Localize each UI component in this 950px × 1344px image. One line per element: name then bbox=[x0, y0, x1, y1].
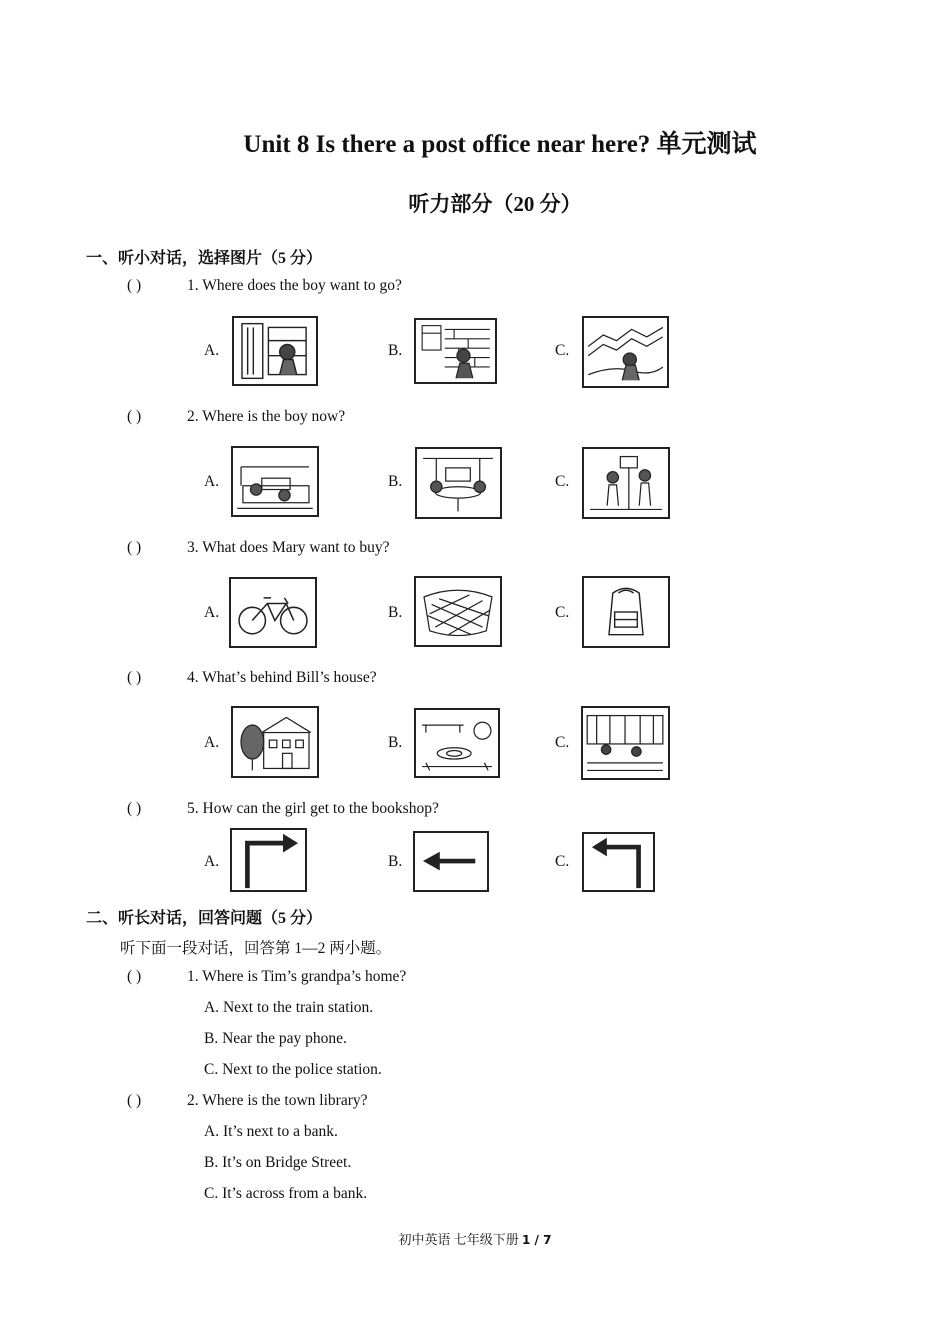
answer-choice: B. It’s on Bridge Street. bbox=[204, 1154, 352, 1171]
answer-choice: B. Near the pay phone. bbox=[204, 1030, 347, 1047]
answer-choice: A. Next to the train station. bbox=[204, 999, 374, 1016]
option-label: A. bbox=[204, 734, 220, 751]
option-label: C. bbox=[555, 342, 570, 359]
great-wall-icon bbox=[582, 316, 669, 388]
option-label: A. bbox=[204, 604, 220, 621]
bicycle-icon bbox=[229, 577, 317, 648]
street-scene-icon bbox=[231, 446, 319, 517]
turn-left-arrow-icon bbox=[582, 832, 655, 892]
question-text: 2. Where is the boy now? bbox=[187, 408, 346, 425]
option-label: C. bbox=[555, 734, 570, 751]
answer-choice: C. Next to the police station. bbox=[204, 1061, 382, 1078]
section1-heading: 一、听小对话，选择图片（5 分） bbox=[86, 250, 323, 267]
backpack-icon bbox=[582, 576, 670, 648]
answer-paren: ( ) bbox=[127, 277, 142, 294]
question-text: 1. Where does the boy want to go? bbox=[187, 277, 402, 294]
footer-label: 初中英语 七年级下册 bbox=[398, 1232, 519, 1247]
street-buildings-icon bbox=[581, 706, 670, 780]
section2-instruction: 听下面一段对话，回答第 1—2 两小题。 bbox=[120, 940, 392, 957]
house-with-tree-icon bbox=[231, 706, 319, 778]
option-label: B. bbox=[388, 342, 403, 359]
answer-choice: A. It’s next to a bank. bbox=[204, 1123, 338, 1140]
question-text: 4. What’s behind Bill’s house? bbox=[187, 669, 377, 686]
page-footer bbox=[0, 1229, 950, 1248]
option-label: C. bbox=[555, 853, 570, 870]
option-label: B. bbox=[388, 604, 403, 621]
option-label: C. bbox=[555, 473, 570, 490]
question-text: 5. How can the girl get to the bookshop? bbox=[187, 800, 439, 817]
section2-heading: 二、听长对话，回答问题（5 分） bbox=[86, 910, 323, 927]
question-text: 2. Where is the town library? bbox=[187, 1092, 368, 1109]
park-icon bbox=[414, 708, 500, 778]
option-label: A. bbox=[204, 853, 220, 870]
basket-icon bbox=[414, 576, 502, 647]
answer-choice: C. It’s across from a bank. bbox=[204, 1185, 368, 1202]
school-gate-icon bbox=[232, 316, 318, 386]
question-text: 1. Where is Tim’s grandpa’s home? bbox=[187, 968, 407, 985]
option-label: C. bbox=[555, 604, 570, 621]
question-text: 3. What does Mary want to buy? bbox=[187, 539, 390, 556]
answer-paren: ( ) bbox=[127, 539, 142, 556]
answer-paren: ( ) bbox=[127, 968, 142, 985]
option-label: B. bbox=[388, 734, 403, 751]
restaurant-scene-icon bbox=[415, 447, 502, 519]
answer-paren: ( ) bbox=[127, 408, 142, 425]
bus-stop-icon bbox=[582, 447, 670, 519]
page-title: Unit 8 Is there a post office near here? 单元测试 bbox=[243, 131, 757, 158]
left-arrow-icon bbox=[413, 831, 489, 892]
brick-wall-building-icon bbox=[414, 318, 497, 384]
option-label: B. bbox=[388, 853, 403, 870]
answer-paren: ( ) bbox=[127, 1092, 142, 1109]
option-label: B. bbox=[388, 473, 403, 490]
answer-paren: ( ) bbox=[127, 800, 142, 817]
option-label: A. bbox=[204, 342, 220, 359]
option-label: A. bbox=[204, 473, 220, 490]
turn-right-arrow-icon bbox=[230, 828, 307, 892]
section-subtitle: 听力部分（20 分） bbox=[408, 192, 582, 216]
page-number: 1 / 7 bbox=[522, 1233, 552, 1247]
answer-paren: ( ) bbox=[127, 669, 142, 686]
